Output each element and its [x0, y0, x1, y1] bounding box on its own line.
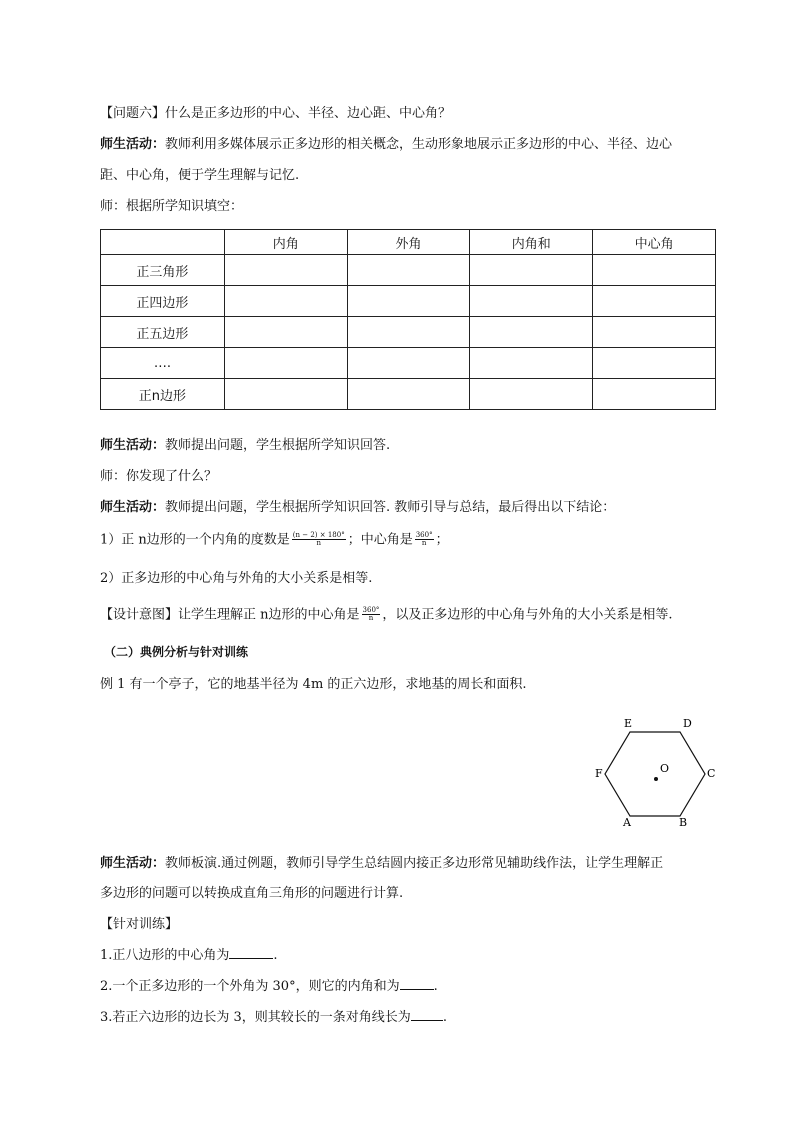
- question-end: .: [433, 979, 438, 994]
- training-question-1: [100, 946, 278, 964]
- activity-paragraph-4-cont: 多边形的问题可以转换成直角三角形的问题进行计算.: [100, 886, 404, 901]
- table-header-cell: 中心角: [593, 230, 716, 255]
- center-point: [654, 777, 658, 781]
- table-cell: [470, 255, 593, 286]
- table-cell: [347, 286, 470, 317]
- question-text: 1.正八边形的中心角为: [100, 948, 230, 963]
- conclusion-1: [100, 532, 449, 548]
- activity-paragraph-1: [100, 137, 672, 153]
- table-header-cell: 内角: [224, 230, 347, 255]
- center-label-o: O: [660, 762, 670, 775]
- conclusion-1-suffix: ；: [435, 532, 449, 548]
- table-row: [101, 379, 716, 410]
- training-title: 【针对训练】: [100, 917, 179, 932]
- question-text: 3.若正六边形的边长为 3，则其较长的一条对角线长为: [100, 1010, 411, 1025]
- table-cell: [347, 317, 470, 348]
- table-header-cell: [101, 230, 225, 255]
- table-header-cell: 外角: [347, 230, 470, 255]
- question-six-text: 什么是正多边形的中心、半径、边心距、中心角？: [165, 106, 452, 121]
- activity-text: 教师提出问题，学生根据所学知识回答. 教师引导与总结，最后得出以下结论：: [165, 500, 616, 515]
- fraction-denominator: n: [421, 539, 427, 548]
- fraction-numerator: 360°: [415, 531, 433, 539]
- table-row: [101, 286, 716, 317]
- vertex-label-e: E: [624, 717, 633, 730]
- table-cell: [347, 348, 470, 379]
- table-cell: [470, 348, 593, 379]
- table-row: [101, 317, 716, 348]
- table-cell: [593, 255, 716, 286]
- teacher-prompt-discover: 师：你发现了什么？: [100, 469, 218, 484]
- activity-paragraph-4: [100, 856, 663, 872]
- vertex-label-a: A: [623, 816, 631, 827]
- answer-blank[interactable]: [400, 977, 434, 990]
- section-heading: （二）典例分析与针对训练: [104, 645, 249, 659]
- table-cell: [347, 379, 470, 410]
- table-cell: [224, 255, 347, 286]
- conclusion-1-middle: ；中心角是: [347, 532, 413, 548]
- hexagon-shape: [605, 732, 705, 816]
- fraction-denominator: n: [316, 539, 321, 548]
- central-angle-formula: [362, 607, 381, 623]
- question-six-title: 【问题六】: [100, 106, 166, 121]
- table-row: [101, 255, 716, 286]
- table-cell: [593, 348, 716, 379]
- conclusion-1-prefix: 1）正 n边形的一个内角的度数是: [100, 532, 290, 548]
- vertex-label-c: C: [707, 767, 716, 780]
- vertex-label-d: D: [683, 717, 692, 730]
- fraction-numerator: (n − 2) × 180°: [292, 531, 345, 539]
- hexagon-figure: [590, 712, 730, 827]
- activity-text: 教师提出问题，学生根据所学知识回答.: [165, 438, 391, 453]
- table-row: [101, 348, 716, 379]
- table-cell: [224, 379, 347, 410]
- activity-paragraph-3: [100, 500, 615, 516]
- table-cell: [470, 317, 593, 348]
- design-intent: [100, 607, 673, 623]
- activity-paragraph-1-cont: 距、中心角，便于学生理解与记忆.: [100, 168, 300, 183]
- question-text: 2.一个正多边形的一个外角为 30°，则它的内角和为: [100, 979, 400, 994]
- example-1: 例 1 有一个亭子，它的地基半径为 4m 的正六边形，求地基的周长和面积.: [100, 677, 527, 692]
- question-six: [100, 106, 451, 122]
- design-intent-title: 【设计意图】: [100, 607, 179, 623]
- interior-angle-formula: [292, 532, 346, 548]
- activity-text: 教师利用多媒体展示正多边形的相关概念，生动形象地展示正多边形的中心、半径、边心: [165, 137, 673, 152]
- central-angle-formula: [415, 532, 434, 548]
- question-end: .: [442, 1010, 447, 1025]
- training-question-2: [100, 977, 438, 995]
- design-intent-suffix: ，以及正多边形的中心角与外角的大小关系是相等.: [382, 607, 673, 623]
- fraction-denominator: n: [368, 614, 374, 623]
- activity-label: 师生活动：: [100, 856, 166, 871]
- vertex-label-f: F: [595, 767, 603, 780]
- table-cell: [224, 317, 347, 348]
- activity-label: 师生活动：: [100, 137, 166, 152]
- table-cell: [347, 255, 470, 286]
- conclusion-2: 2）正多边形的中心角与外角的大小关系是相等.: [100, 571, 373, 586]
- row-label: 正三角形: [101, 255, 225, 286]
- table-cell: [593, 379, 716, 410]
- vertex-label-b: B: [679, 816, 688, 827]
- table-cell: [470, 379, 593, 410]
- training-question-3: [100, 1008, 447, 1026]
- activity-label: 师生活动：: [100, 500, 166, 515]
- teacher-prompt-fill: 师：根据所学知识填空：: [100, 199, 244, 214]
- table-header-row: [101, 230, 716, 255]
- row-label: 正四边形: [101, 286, 225, 317]
- row-label: 正五边形: [101, 317, 225, 348]
- row-label: 正n边形: [101, 379, 225, 410]
- question-end: .: [273, 948, 278, 963]
- table-cell: [593, 317, 716, 348]
- table-cell: [224, 286, 347, 317]
- table-cell: [593, 286, 716, 317]
- activity-paragraph-2: [100, 438, 390, 454]
- answer-blank[interactable]: [411, 1008, 443, 1021]
- fill-table: [100, 229, 716, 410]
- activity-text: 教师板演.通过例题，教师引导学生总结圆内接正多边形常见辅助线作法，让学生理解正: [165, 856, 664, 871]
- answer-blank[interactable]: [229, 946, 273, 959]
- row-label: ….: [101, 348, 225, 379]
- table-header-cell: 内角和: [470, 230, 593, 255]
- design-intent-prefix: 让学生理解正 n边形的中心角是: [178, 607, 360, 623]
- fraction-numerator: 360°: [362, 606, 380, 614]
- table-cell: [224, 348, 347, 379]
- table-cell: [470, 286, 593, 317]
- activity-label: 师生活动：: [100, 438, 166, 453]
